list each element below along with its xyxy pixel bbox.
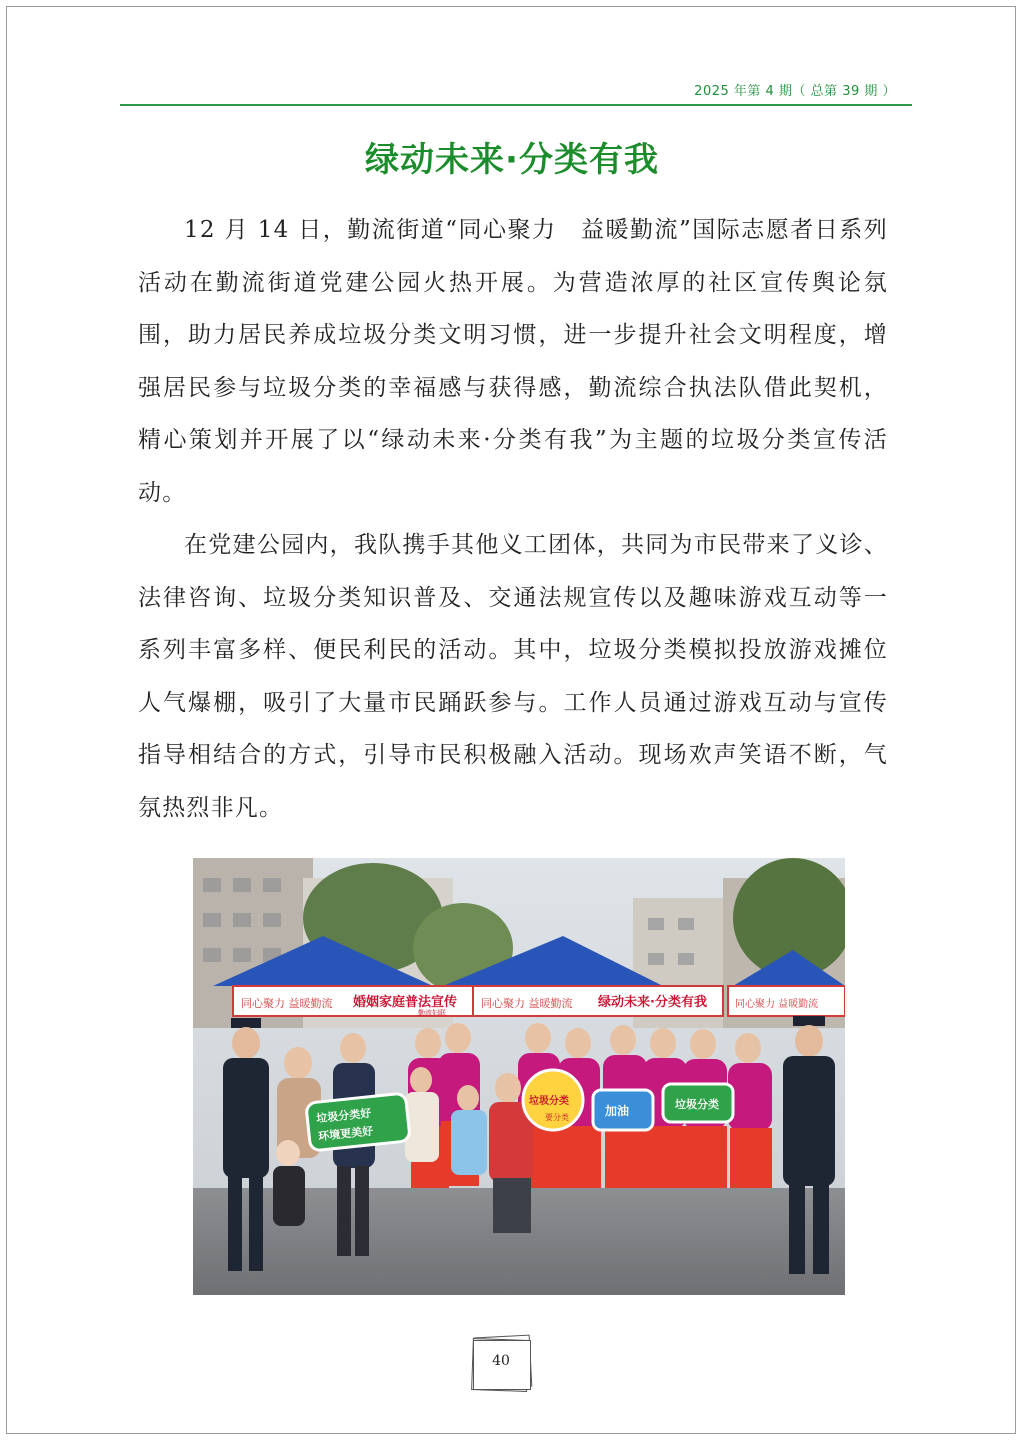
- banner-text-6: 同心聚力 益暖勤流: [735, 999, 819, 1010]
- paragraph-1: 12 月 14 日，勤流街道“同心聚力 益暖勤流”国际志愿者日系列活动在勤流街道党建公园火热开展。为营造浓厚的社区宣传舆论氛围，助力居民养成垃圾分类文明习惯，进一步提升社会文明程度，增强居民参与垃圾分类的幸福感与获得感，勤流综合执法队借此契机，精心策划并开展了以“绿动未来·分类有我”为主题的垃圾分类宣传活动。: [138, 217, 888, 506]
- article-title: 绿动未来·分类有我: [365, 140, 659, 180]
- article-body: [138, 204, 888, 834]
- issue-header: 2025 年第 4 期（ 总第 39 期 ）: [694, 84, 896, 99]
- sign-text-3: 垃圾分类: [529, 1096, 569, 1107]
- page-number-box: [469, 1336, 533, 1392]
- sign-text-4: 加油: [605, 1104, 630, 1118]
- header-rule: [120, 104, 912, 106]
- paragraph-2: 在党建公园内，我队携手其他义工团体，共同为市民带来了义诊、法律咨询、垃圾分类知识普及、交通法规宣传以及趣味游戏互动等一系列丰富多样、便民利民的活动。其中，垃圾分类模拟投放游戏摊位人气爆棚，吸引了大量市民踊跃参与。工作人员通过游戏互动与宣传指导相结合的方式，引导市民积极融入活动。现场欢声笑语不断，气氛热烈非凡。: [138, 532, 888, 821]
- sign-text-6: 垃圾分类: [675, 1098, 719, 1111]
- banner-text-4: 同心聚力 益暖勤流: [481, 997, 573, 1010]
- page-number: 40: [492, 1353, 510, 1369]
- event-photo-illustration: [193, 858, 845, 1295]
- sign-text-1: 垃圾分类好: [315, 1106, 372, 1126]
- event-photo: [193, 858, 845, 1295]
- sign-text-2: 环境更美好: [317, 1124, 374, 1144]
- banner-text-3: 勤流妇联: [418, 1009, 446, 1017]
- banner-text-5: 绿动未来·分类有我: [598, 995, 707, 1010]
- banner-text-2: 婚姻家庭普法宣传: [353, 995, 458, 1010]
- sign-text-5: 要分类: [545, 1113, 569, 1122]
- banner-text-1: 同心聚力 益暖勤流: [241, 997, 333, 1010]
